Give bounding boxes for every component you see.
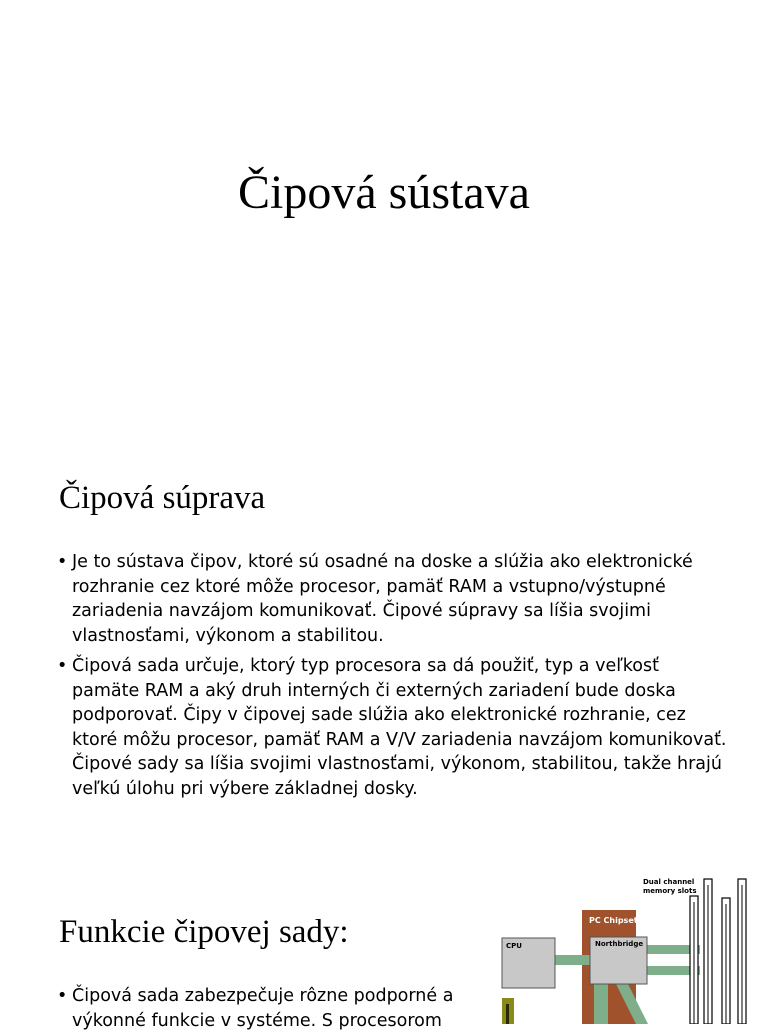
bullet-item: • Je to sústava čipov, ktoré sú osadné na doske a slúžia ako elektronické rozhranie cez ktoré môže procesor, pamäť RAM a vstupno/výstupné zariadenia navzájom komunikovať. Čipové súpravy sa líšia svojimi vlastnosťami, výkonom a stabilitou. xyxy=(57,550,727,648)
cpu-label: CPU xyxy=(506,942,522,950)
chipset-diagram xyxy=(498,872,768,1024)
bullet-item: • Čipová sada zabezpečuje rôzne podporné a výkonné funkcie v systéme. S procesorom xyxy=(57,984,477,1033)
northbridge-label: Northbridge xyxy=(595,940,644,948)
cpu-bus xyxy=(555,955,591,965)
memory-slots-label-line2: memory slots xyxy=(643,887,697,895)
section-heading-chipset: Čipová súprava xyxy=(59,480,266,516)
bullet-item: • Čipová sada určuje, ktorý typ procesora sa dá použiť, typ a veľkosť pamäte RAM a aký druh interných či externých zariadení bude doska podporovať. Čipy v čipovej sade slúžia ako elektronické rozhranie, cez ktoré môžu procesor, pamäť RAM a V/V zariadenia navzájom komunikovať. Čipové sady sa líšia svojimi vlastnosťami, výkonom, stabilitou, takže hrajú veľkú úlohu pri výbere základnej dosky. xyxy=(57,654,727,801)
chipset-label: PC Chipset xyxy=(589,916,638,925)
memory-slots-label-line1: Dual channel xyxy=(643,878,695,886)
functions-bullet-list xyxy=(57,984,477,1033)
slide-title: Čipová sústava xyxy=(238,166,530,219)
section-heading-functions: Funkcie čipovej sady: xyxy=(59,914,349,950)
southbridge-bus xyxy=(594,984,608,1024)
chipset-bullet-list xyxy=(57,550,727,801)
